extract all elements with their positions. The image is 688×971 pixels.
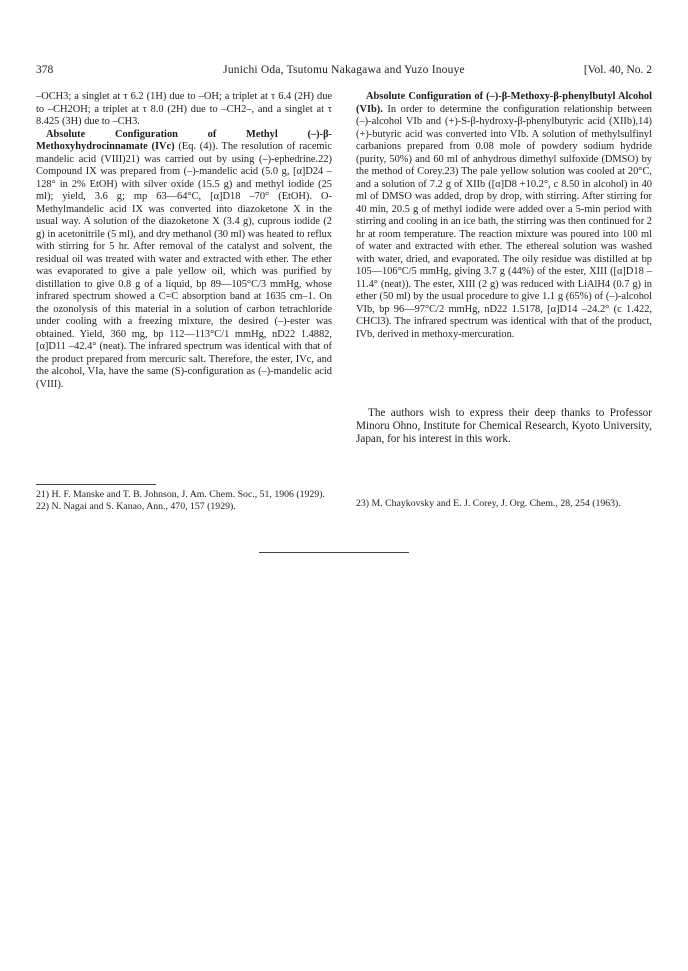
footnotes-right (356, 498, 652, 510)
footnote-divider-left (36, 484, 156, 485)
footnotes-left (36, 489, 332, 512)
end-rule (259, 552, 409, 553)
volume-info: [Vol. 40, No. 2 (583, 64, 652, 76)
footnote-22: 22) N. Nagai and S. Kanao, Ann., 470, 157 (1929). (36, 500, 236, 512)
section-methyl-ester (36, 129, 332, 392)
page-number: 378 (36, 64, 54, 76)
section-heading: Absolute Configuration of Methyl (–)-β-Methoxyhydrocinnamate (IVc) (36, 128, 332, 152)
section-body: In order to determine the configuration relationship between (–)-alcohol VIb and (+)-S-β-hydroxy-β-phenylbutyric acid (XIIb),14) (+)-butyric acid was converted into VIb. A solution of methylsulfinyl carbanions prepared from 0.08 mole of powdery sodium hydride (purity, 50%) and 60 ml of anhydrous dimethyl sulfoxide (DMSO) by the method of Corey.23) The pale yellow solution was cooled at 20°C, and a solution of 7.2 g of XIIb ([α]D8 +10.2°, c 8.50 in alcohol) in 40 ml of DMSO was added, drop by drop, with stirring. After stirring for 40 min, 20.5 g of methyl iodide were added over a 5-min period with stirring and cooling in an ice bath, the stirring was then continued for 2 hr at room temperature. The reaction mixture was poured into 100 ml of water and extracted with ether. The ethereal solution was washed with water, dried, and evaporated. The oily residue was distilled at bp 105—106°C/5 mmHg, giving 3.7 g (44%) of the ester, XIII ([α]D18 –11.4° (neat)). The ester, XIII (2 g) was reduced with LiAlH4 (0.7 g) in ether (50 ml) by the usual procedure to give 1.1 g (65%) of (–)-alcohol VIb, bp 96—97°C/2 mmHg, nD22 1.5178, [α]D14 –24.2° (c 1.422, CHCl3). The infrared spectrum was identical with that of the product, IVb, derived in methoxy-mercuration. (356, 103, 652, 340)
section-body: (Eq. (4)). The resolution of racemic mandelic acid (VIII)21) was carried out by using (–)-ephedrine.22) Compound IX was prepared from (–)-mandelic acid (5.0 g, [α]D24 –128° in 2% EtOH) with silver oxide (15.5 g) and methyl iodide (25 ml); yield, 3.6 g; mp 63—64°C, [α]D18 –70° (EtOH). O-Methylmandelic acid IX was converted into diazoketone X in the usual way. A solution of the diazoketone X (3.4 g), cuprous iodide (2 g) in acetonitrile (5 ml), and dry methanol (30 ml) was heated to reflux with stirring for 5 hr. After removal of the catalyst and solvent, the residual oil was treated with water and extracted with ether. The ether was evaporated to give a pale yellow oil, which was purified by distillation to give 0.8 g of a liquid, bp 89—105°C/3 mmHg, whose infrared spectrum showed a C=C absorption band at 1635 cm–1. On the ozonolysis of this material in a solution of carbon tetrachloride under cooling with a freezing mixture, the desired (–)-ester was obtained. Yield, 360 mg, bp 112—113°C/1 mmHg, nD22 1.4882, [α]D11 –42.4° (neat). The infrared spectrum was identical with that of the product prepared from mercuric salt. Therefore, the ester, IVc, and the alcohol, VIa, have the same (S)-configuration as (–)-mandelic acid (VIII). (36, 141, 333, 390)
section-heading: Absolute Configuration of (–)-β-Methoxy-β-phenylbutyl Alcohol (VIb). (356, 91, 652, 115)
footnote-21: 21) H. F. Manske and T. B. Johnson, J. Am. Chem. Soc., 51, 1906 (1929). (36, 489, 325, 500)
acknowledgement: The authors wish to express their deep thanks to Professor Minoru Ohno, Institute for Chemical Research, Kyoto University, Japan, for his interest in this work. (356, 407, 652, 445)
nmr-continuation: –OCH3; a singlet at τ 6.2 (1H) due to –OH; a triplet at τ 6.4 (2H) due to –CH2OH; a triplet at τ 8.0 (2H) due to –CH2–, and a singlet at τ 8.425 (3H) due to –CH3. (36, 91, 332, 127)
left-column (36, 91, 332, 391)
section-butyl-alcohol (356, 91, 652, 341)
running-header (36, 64, 652, 80)
right-column (356, 91, 652, 341)
footnote-23: 23) M. Chaykovsky and E. J. Corey, J. Org. Chem., 28, 254 (1963). (356, 498, 621, 509)
running-authors: Junichi Oda, Tsutomu Nakagawa and Yuzo Inouye (223, 64, 465, 76)
